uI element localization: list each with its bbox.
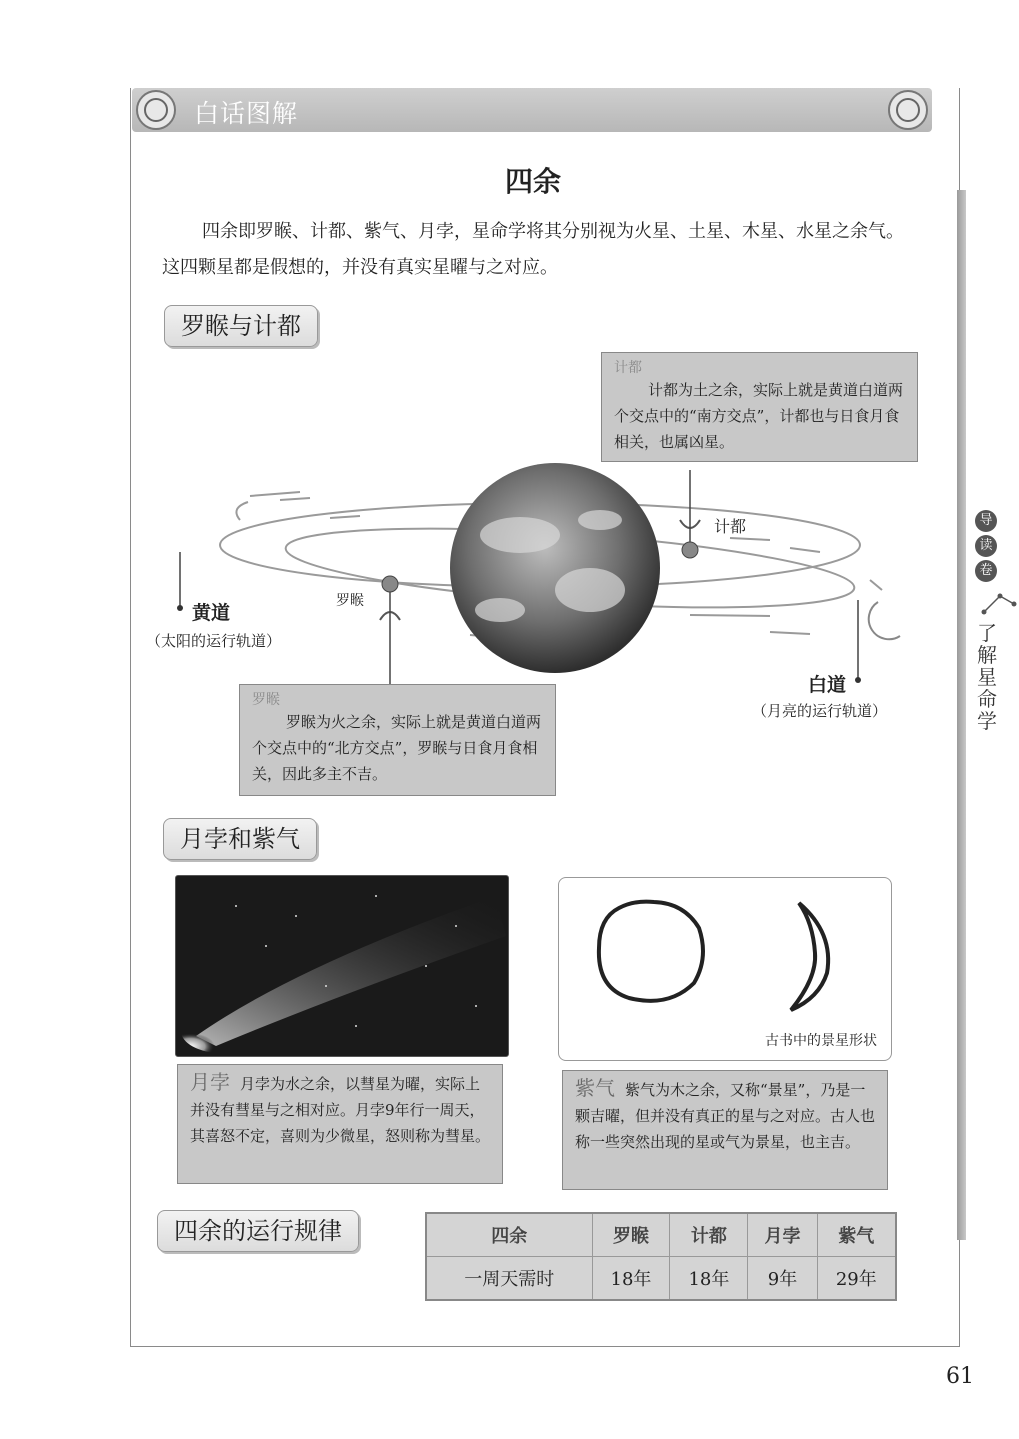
table-header: 罗睺: [592, 1213, 670, 1257]
side-circle-du: 读: [975, 535, 997, 557]
jidu-label: 计都: [714, 517, 747, 536]
table-cell: 18年: [670, 1257, 748, 1301]
table-cell: 29年: [817, 1257, 896, 1301]
side-circle-dao: 导: [975, 510, 997, 532]
baidao-label: 白道: [808, 674, 847, 696]
sketch-box: [558, 877, 892, 1061]
side-chapter-title: 了解星命学: [977, 621, 997, 733]
orbit-diagram: [170, 440, 910, 700]
jidu-node-icon: [682, 542, 698, 558]
header-bar: [132, 88, 932, 132]
side-strip: [957, 190, 966, 1240]
table-header: 月孛: [748, 1213, 817, 1257]
emblem-icon: [888, 90, 928, 130]
luohou-label: 罗睺: [336, 593, 364, 609]
huangdao-desc: （太阳的运行轨道）: [146, 632, 282, 650]
moon-icon: [869, 602, 900, 639]
section-label-luohou-jidu: 罗睺与计都: [164, 305, 318, 347]
ziqi-box: 紫气 紫气为木之余，又称“景星”，乃是一颗吉曜，但并没有真正的星与之对应。古人也称一些突然出现的星或气为景星，也主吉。: [562, 1070, 888, 1190]
sketch-caption: 古书中的景星形状: [765, 1033, 877, 1049]
luohou-node-icon: [382, 576, 398, 592]
round-star-shape: [599, 902, 703, 1001]
side-circle-juan: 卷: [975, 560, 997, 582]
baidao-desc: （月亮的运行轨道）: [752, 702, 888, 720]
yuebei-box: 月孛 月孛为水之余，以彗星为曜，实际上并没有彗星与之相对应。月孛9年行一周天，其喜怒不定，喜则为少微星，怒则称为彗星。: [177, 1064, 503, 1184]
table-header: 四余: [426, 1213, 592, 1257]
table-cell: 18年: [592, 1257, 670, 1301]
table-header: 计都: [670, 1213, 748, 1257]
luohou-note: 罗睺 罗睺为火之余，实际上就是黄道白道两个交点中的“北方交点”，罗睺与日食月食相关，因此多主不吉。: [239, 684, 556, 796]
table-cell: 一周天需时: [426, 1257, 592, 1301]
jidu-note: 计都 计都为土之余，实际上就是黄道白道两个交点中的“南方交点”，计都也与日食月食相关，也属凶星。: [601, 352, 918, 462]
cycle-table: [425, 1212, 897, 1301]
header-title: 白话图解: [194, 99, 299, 128]
earth-globe: [450, 463, 660, 673]
page-number: 61: [946, 1364, 974, 1389]
emblem-icon: [136, 90, 176, 130]
table-header: 紫气: [817, 1213, 896, 1257]
section-label-yuebei-ziqi: 月孛和紫气: [163, 818, 317, 860]
table-cell: 9年: [748, 1257, 817, 1301]
constellation-icon: [980, 588, 1018, 616]
section-label-cycle: 四余的运行规律: [157, 1210, 359, 1252]
table-row: [426, 1213, 896, 1257]
page-title: 四余: [504, 165, 561, 198]
crescent-star-shape: [791, 903, 828, 1010]
intro-paragraph: 四余即罗睺、计都、紫气、月孛，星命学将其分别视为火星、土星、木星、水星之余气。这四颗星都是假想的，并没有真实星曜与之对应。: [162, 221, 904, 278]
comet-photo: [175, 875, 509, 1057]
table-row: [426, 1257, 896, 1301]
huangdao-label: 黄道: [192, 602, 231, 624]
